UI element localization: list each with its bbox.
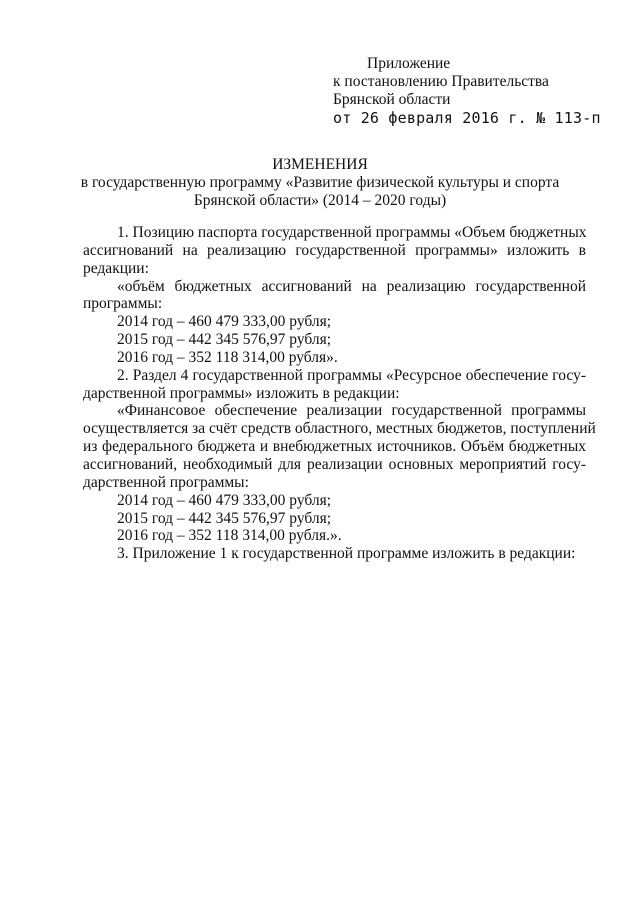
funding-2015-line: 2015 год – 442 345 576,97 рубля;: [117, 331, 332, 349]
quote-2-line-5: дарственной программы:: [83, 473, 249, 491]
document-body: [83, 224, 596, 563]
funding-2016-line-2: 2016 год – 352 118 314,00 рубля.».: [117, 527, 342, 545]
paragraph-3-line-1: 3. Приложение 1 к государственной программе изложить в редакции:: [117, 545, 576, 563]
paragraph-1-line-3: редакции:: [83, 259, 149, 277]
quote-1-line-1: «объём бюджетных ассигнований на реализацию государственной: [117, 277, 586, 295]
title-heading: ИЗМЕНЕНИЯ: [272, 156, 368, 173]
annex-date-number: от 26 февраля 2016 г. № 113-п: [333, 109, 601, 127]
paragraph-1-line-2: ассигнований на реализацию государственной программы» изложить в: [83, 241, 586, 259]
annex-heading: Приложение: [367, 55, 451, 72]
paragraph-2-line-1: 2. Раздел 4 государственной программы «Ресурсное обеспечение госу-: [117, 366, 586, 384]
quote-2-line-4: ассигнований, необходимый для реализации основных мероприятий госу-: [83, 455, 586, 473]
quote-2-line-2: осуществляется за счёт средств областного, местных бюджетов, поступлений: [83, 420, 596, 438]
annex-reference: [333, 55, 623, 127]
annex-region-line: Брянской области: [333, 91, 451, 108]
paragraph-1-line-1: 1. Позицию паспорта государственной программы «Объем бюджетных: [117, 224, 587, 241]
paragraph-2-line-2: дарственной программы» изложить в редакции:: [83, 384, 400, 402]
title-subject-line-1: в государственную программу «Развитие физической культуры и спорта: [80, 174, 560, 191]
quote-2-line-1: «Финансовое обеспечение реализации государственной программы: [117, 402, 586, 420]
quote-2-line-3: из федерального бюджета и внебюджетных источников. Объём бюджетных: [83, 438, 586, 456]
funding-2014-line: 2014 год – 460 479 333,00 рубля;: [117, 313, 332, 331]
annex-resolution-line: к постановлению Правительства: [333, 73, 549, 90]
funding-2015-line-2: 2015 год – 442 345 576,97 рубля;: [117, 509, 332, 527]
title-subject-line-2: Брянской области» (2014 – 2020 годы): [193, 192, 447, 209]
document-title: [0, 156, 640, 210]
quote-1-line-2: программы:: [83, 295, 163, 313]
funding-2016-line: 2016 год – 352 118 314,00 рубля».: [117, 348, 338, 366]
funding-2014-line-2: 2014 год – 460 479 333,00 рубля;: [117, 491, 332, 509]
